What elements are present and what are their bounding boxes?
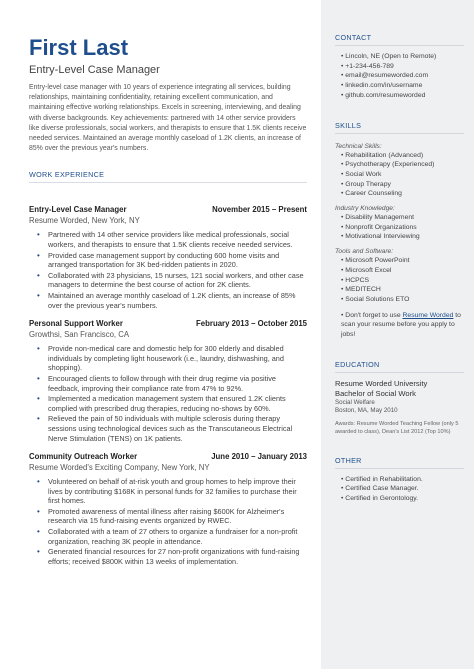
contact-email[interactable]: • email@resumeworded.com	[341, 71, 464, 81]
contact-location: • Lincoln, NE (Open to Remote)	[341, 52, 464, 62]
bullet: • Maintained an average monthly caseload of 1.2K clients, an increase of 85% over the previous year's numbers.	[48, 291, 307, 310]
skill-item: • Group Therapy	[341, 180, 464, 190]
skill-item: • HCPCS	[341, 276, 464, 286]
contact-phone[interactable]: • +1-234-456-789	[341, 62, 464, 72]
skill-list	[335, 256, 464, 305]
skill-item: • Motivational Interviewing	[341, 232, 464, 242]
skill-category-label: Industry Knowledge:	[335, 205, 395, 213]
skill-item: • Microsoft Excel	[341, 266, 464, 276]
other-item: • Certified in Gerontology.	[341, 494, 464, 504]
bullet: • Implemented a medication management system that ensured 1.2K clients complied with prescribed drug therapies, reducing no-shows by 60%.	[48, 394, 307, 413]
skill-list	[335, 213, 464, 242]
contact-list	[335, 52, 464, 101]
skill-item: • Rehabilitation (Advanced)	[341, 151, 464, 161]
job-dates: June 2010 – January 2013	[211, 452, 307, 462]
summary: Entry-level case manager with 10 years of experience integrating all services, building relationships, maintaining confidentiality, retaining excellent communication, and maintaining effective working relationships. Excels in screening, interviewing, and dealing with diverse backgrounds. Key achievements: partnered with 14 other service providers like diverse professionals, social workers, and therapists to ensure that 1.5K clients receive needed services. Maintained an average monthly caseload of 1.2K clients, an increase of 85% over the previous year's numbers.	[29, 84, 307, 153]
candidate-name: First Last	[29, 35, 129, 60]
sidebar	[321, 0, 474, 669]
skill-category-label: Technical Skills:	[335, 142, 382, 150]
job-company: Growthsi, San Francisco, CA	[29, 330, 130, 340]
skill-item: • Nonprofit Organizations	[341, 223, 464, 233]
job-title: Entry-Level Case Manager	[29, 205, 127, 215]
education-school: Resume Worded University	[335, 378, 428, 388]
bullet: • Collaborated with a team of 27 others to organize a fundraiser for a non-profit organization, reaching 3K people in attendance.	[48, 527, 307, 546]
note-text-pre: Don't forget to use	[345, 311, 403, 319]
job-entry	[29, 319, 307, 443]
job-dates: November 2015 – Present	[212, 205, 307, 215]
job-dates: February 2013 – October 2015	[196, 319, 307, 329]
bullet: • Relieved the pain of 50 individuals with multiple sclerosis during therapy sessions using technological devices such as the Transcutaneous Electrical Nerve Stimulation (TENS) on 1K patients.	[48, 414, 307, 443]
bullet: • Generated financial resources for 27 non-profit organizations with fund-raising efforts; received $800K within 13 weeks of implementation.	[48, 547, 307, 566]
bullet: • Volunteered on behalf of at-risk youth and group homes to help improve their lives by contributing $168K in personal funds for 32 families to purchase their first homes.	[48, 477, 307, 506]
job-title: Personal Support Worker	[29, 319, 123, 329]
headline: Entry-Level Case Manager	[29, 64, 160, 76]
contact-linkedin[interactable]: • linkedin.com/in/username	[341, 81, 464, 91]
bullet: • Provide non-medical care and domestic help for 300 elderly and disabled individuals by completing light housework (i.e., laundry, dishwashing, and shopping).	[48, 344, 307, 373]
bullet: • Promoted awareness of mental illness after raising $600K for Alzheimer's research via 15 fund-raising events organized by RWEC.	[48, 507, 307, 526]
skill-item: • Social Work	[341, 170, 464, 180]
job-bullets	[29, 344, 307, 443]
section-heading-other: OTHER	[335, 456, 464, 469]
skill-item: • Psychotherapy (Experienced)	[341, 160, 464, 170]
section-heading-experience: WORK EXPERIENCE	[29, 170, 307, 183]
bullet: • Provided case management support by conducting 600 home visits and arranged transportation for 3K bed-ridden patients in 2020.	[48, 251, 307, 270]
other-item: • Certified Case Manager.	[341, 484, 464, 494]
education-awards: Awards: Resume Worded Teaching Fellow (only 5 awarded to class), Dean's List 2012 (Top 10%)	[335, 420, 459, 435]
bullet: • Partnered with 14 other service providers like medical professionals, social workers, and therapists to ensure that 1.5K clients receive needed services.	[48, 230, 307, 249]
resume-worded-note: • Don't forget to use Resume Worded to scan your resume before you apply to jobs!	[341, 311, 461, 339]
other-list	[335, 475, 464, 504]
bullet: • Encouraged clients to follow through with their drug regime via positive feedback, improving their compliance rate from 47% to 92%.	[48, 374, 307, 393]
skill-item: • Microsoft PowerPoint	[341, 256, 464, 266]
job-entry	[29, 452, 307, 566]
job-bullets	[29, 477, 307, 566]
note-text-post: to scan your resume before you apply to jobs!	[341, 311, 461, 339]
job-company: Resume Worded's Exciting Company, New York, NY	[29, 463, 210, 473]
section-heading-skills: SKILLS	[335, 121, 464, 134]
skill-list	[335, 151, 464, 200]
resume-worded-link[interactable]: Resume Worded	[402, 311, 454, 319]
bullet: • Collaborated with 23 physicians, 15 nurses, 121 social workers, and other case managers to determine the best course of action for 2K clients.	[48, 271, 307, 290]
skill-category-label: Tools and Software:	[335, 248, 394, 256]
other-item: • Certified in Rehabilitation.	[341, 475, 464, 485]
skill-item: • MEDITECH	[341, 285, 464, 295]
skill-item: • Career Counseling	[341, 189, 464, 199]
skill-item: • Social Solutions ETO	[341, 295, 464, 305]
job-bullets	[29, 230, 307, 310]
job-company: Resume Worded, New York, NY	[29, 216, 140, 226]
job-entry	[29, 205, 307, 310]
skill-item: • Disability Management	[341, 213, 464, 223]
section-heading-education: EDUCATION	[335, 360, 464, 373]
job-title: Community Outreach Worker	[29, 452, 138, 462]
education-location-date: Boston, MA, May 2010	[335, 407, 398, 415]
education-degree: Bachelor of Social Work	[335, 388, 416, 398]
education-major: Social Welfare	[335, 398, 375, 406]
section-heading-contact: CONTACT	[335, 33, 464, 46]
contact-github[interactable]: • github.com/resumeworded	[341, 91, 464, 101]
